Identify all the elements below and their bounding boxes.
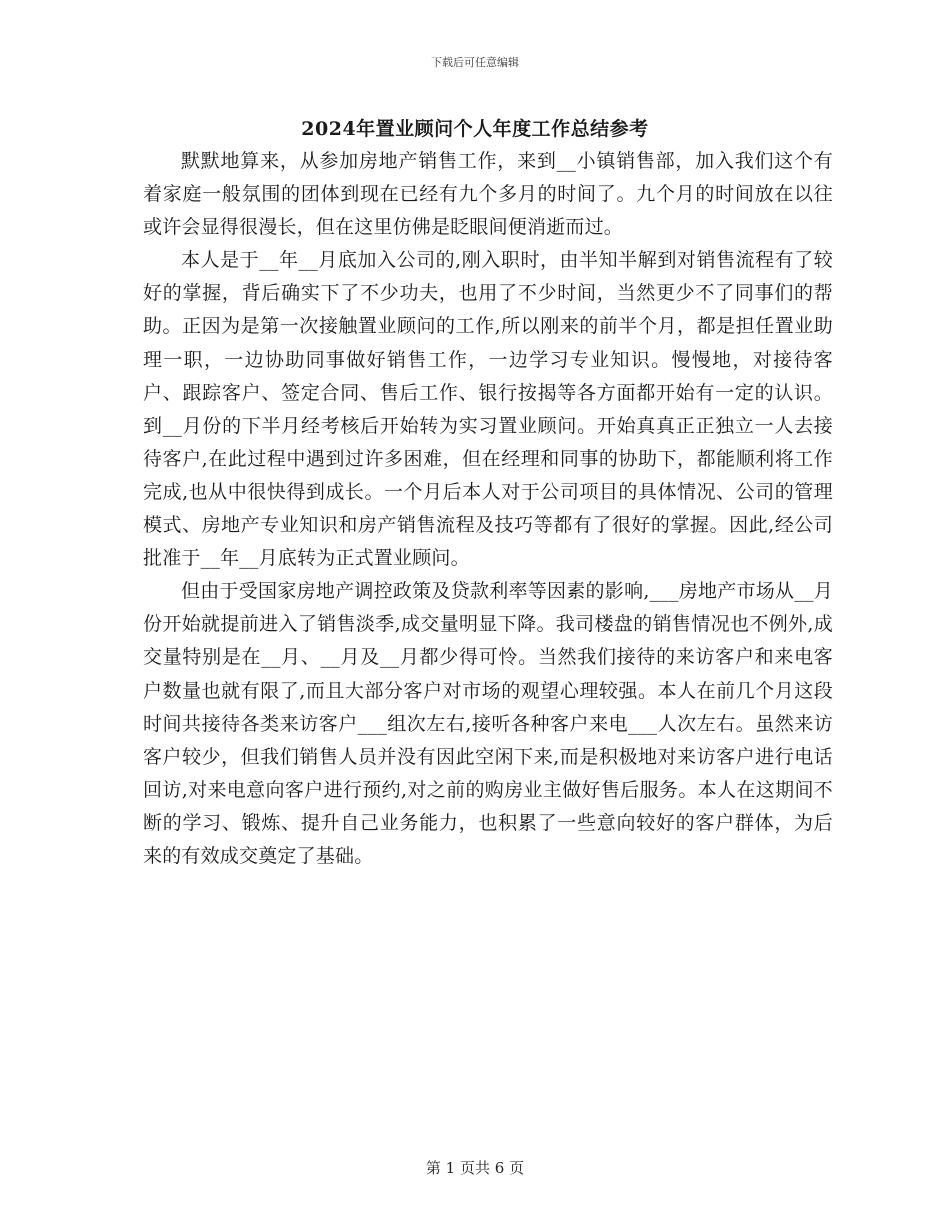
page-footer: 第 1 页共 6 页 [425, 1159, 525, 1177]
paragraph-market-conditions: 但由于受国家房地产调控政策及贷款利率等因素的影响,___房地产市场从__月份开始就提前进入了销售淡季,成交量明显下降。我司楼盘的销售情况也不例外,成交量特别是在__月、__月及__月都少得可怜。当然我们接待的来访客户和来电客户数量也就有限了,而且大部分客户对市场的观望心理较强。本人在前几个月这段时间共接待各类来访客户___组次左右,接听各种客户来电___人次左右。虽然来访客户较少，但我们销售人员并没有因此空闲下来,而是积极地对来访客户进行电话回访,对来电意向客户进行预约,对之前的购房业主做好售后服务。本人在这期间不断的学习、锻炼、提升自己业务能力，也积累了一些意向较好的客户群体，为后来的有效成交奠定了基础。 [143, 580, 833, 867]
paragraph-intro: 默默地算来，从参加房地产销售工作，来到__小镇销售部，加入我们这个有着家庭一般氛围的团体到现在已经有九个多月的时间了。九个月的时间放在以往或许会显得很漫长，但在这里仿佛是眨眼间便消逝而过。 [143, 150, 833, 239]
document-title: 2024年置业顾问个人年度工作总结参考 [301, 118, 649, 140]
document-body [143, 145, 833, 873]
paragraph-onboarding: 本人是于__年__月底加入公司的,刚入职时，由半知半解到对销售流程有了较好的掌握，背后确实下了不少功夫，也用了不少时间，当然更少不了同事们的帮助。正因为是第一次接触置业顾问的工作,所以刚来的前半个月，都是担任置业助理一职，一边协助同事做好销售工作，一边学习专业知识。慢慢地，对接待客户、跟踪客户、签定合同、售后工作、银行按揭等各方面都开始有一定的认识。到__月份的下半月经考核后开始转为实习置业顾问。开始真真正正独立一人去接待客户,在此过程中遇到过许多困难，但在经理和同事的协助下，都能顺利将工作完成,也从中很快得到成长。一个月后本人对于公司项目的具体情况、公司的管理模式、房地产专业知识和房产销售流程及技巧等都有了很好的掌握。因此,经公司批准于__年__月底转为正式置业顾问。 [143, 249, 833, 570]
header-note: 下载后可任意编辑 [431, 56, 519, 69]
